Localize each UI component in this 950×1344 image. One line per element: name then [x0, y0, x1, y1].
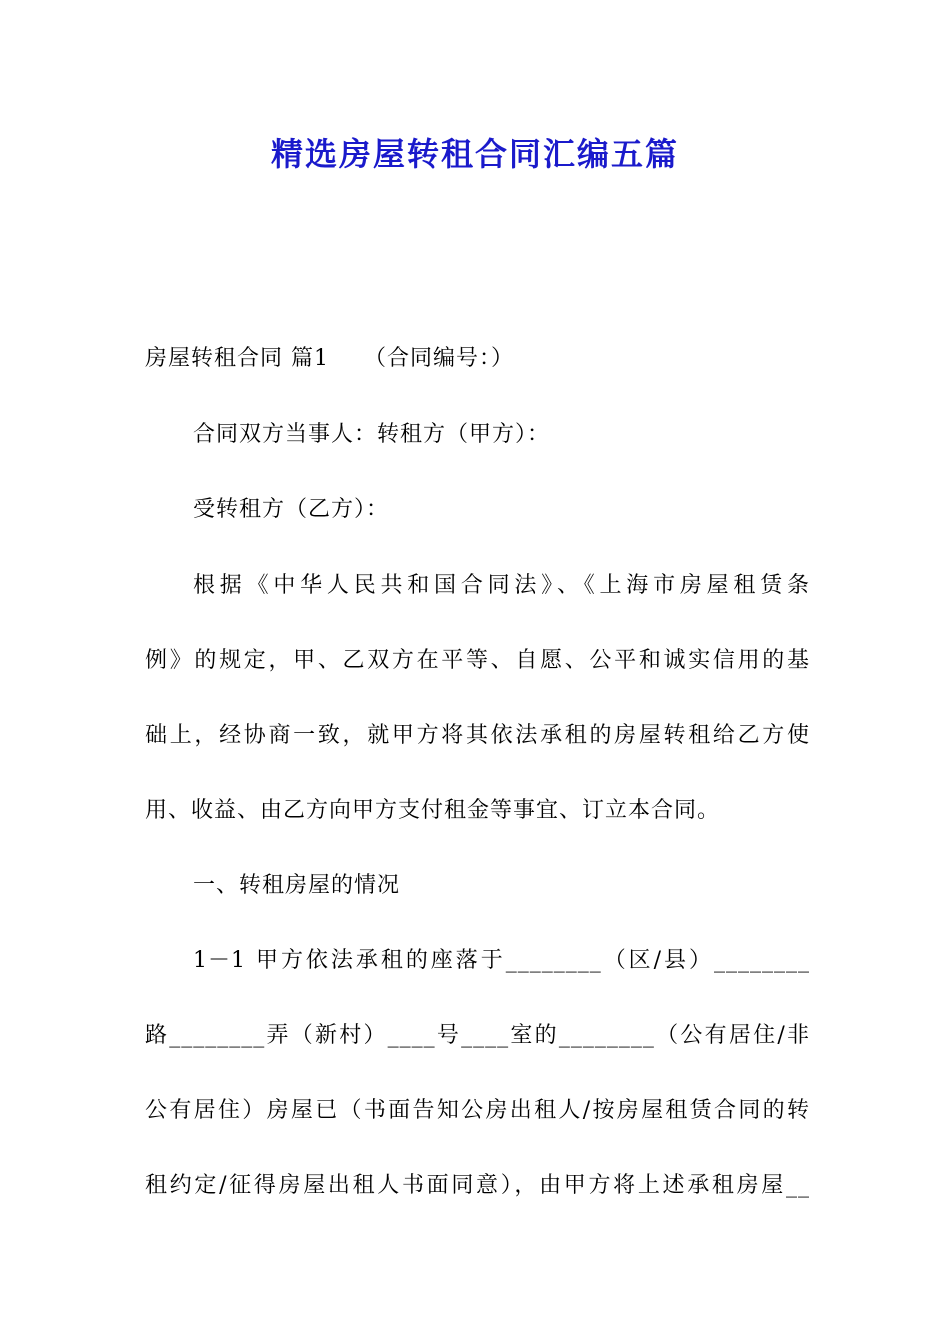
- clause-line: 公有居住）房屋已（书面告知公房出租人/按房屋租赁合同的转: [145, 1098, 810, 1123]
- document-title: 精选房屋转租合同汇编五篇: [270, 135, 679, 173]
- clause-line: 1－1 甲方依法承租的座落于________（区/县）________: [193, 948, 810, 973]
- paragraph-line: 用、收益、由乙方向甲方支付租金等事宜、订立本合同。: [145, 798, 721, 823]
- lessee-line: 受转租方（乙方）：: [193, 497, 390, 522]
- parties-line: 合同双方当事人：转租方（甲方）：: [193, 422, 551, 447]
- paragraph-line: 根据《中华人民共和国合同法》、《上海市房屋租赁条: [193, 573, 810, 598]
- paragraph-line: 础上，经协商一致，就甲方将其依法承租的房屋转租给乙方使: [145, 723, 810, 748]
- clause-line: 租约定/征得房屋出租人书面同意），由甲方将上述承租房屋__: [145, 1173, 810, 1198]
- clause-heading: 一、转租房屋的情况: [193, 873, 401, 898]
- paragraph-line: 例》的规定，甲、乙双方在平等、自愿、公平和诚实信用的基: [145, 648, 810, 673]
- clause-line: 路________弄（新村）____号____室的________（公有居住/非: [145, 1023, 810, 1048]
- section-heading: 房屋转租合同 篇1 （合同编号：）: [145, 346, 514, 371]
